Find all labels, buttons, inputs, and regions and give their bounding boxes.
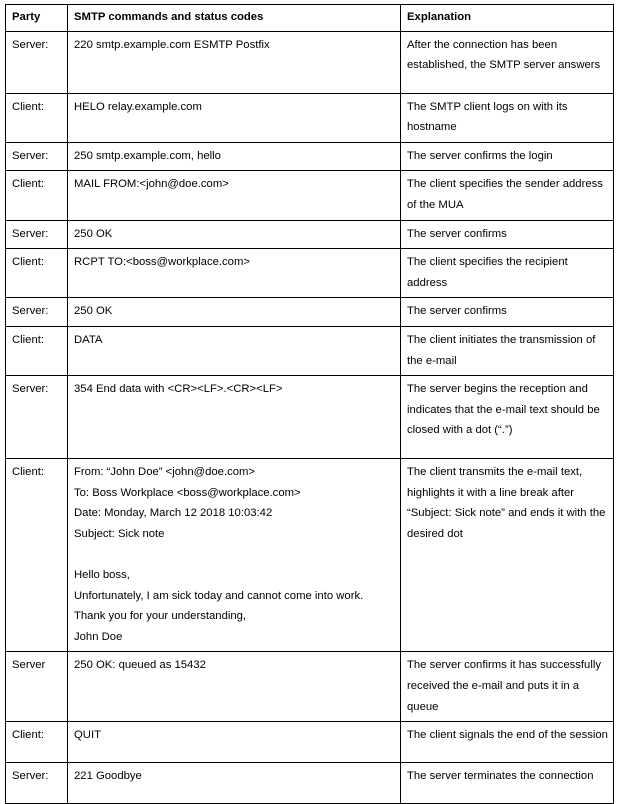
column-header-command: SMTP commands and status codes	[68, 5, 401, 32]
email-line: Date: Monday, March 12 2018 10:03:42	[74, 507, 273, 520]
cell-command	[68, 459, 401, 652]
cell-explanation: The server confirms it has successfully received the e-mail and puts it in a queue	[401, 652, 614, 722]
cell-explanation: The server confirms the login	[401, 142, 614, 171]
cell-command: 250 OK: queued as 15432	[68, 652, 401, 722]
cell-explanation: The client transmits the e-mail text, highlights it with a line break after “Subject: Sick note” and ends it with the desired dot	[401, 459, 614, 652]
cell-party: Server	[6, 652, 68, 722]
table-row	[6, 31, 614, 93]
email-line: John Doe	[74, 630, 123, 643]
table-row	[6, 171, 614, 220]
smtp-session-table	[5, 4, 614, 804]
table-row	[6, 298, 614, 327]
cell-command: 354 End data with <CR><LF>.<CR><LF>	[68, 376, 401, 459]
cell-command: DATA	[68, 326, 401, 375]
cell-party: Server:	[6, 31, 68, 93]
cell-command: 250 smtp.example.com, hello	[68, 142, 401, 171]
table-body	[6, 31, 614, 804]
email-blank-line	[74, 545, 396, 566]
cell-command: 220 smtp.example.com ESMTP Postfix	[68, 31, 401, 93]
email-line: Hello boss,	[74, 569, 130, 582]
cell-party: Server:	[6, 376, 68, 459]
column-header-explanation: Explanation	[401, 5, 614, 32]
cell-party: Client:	[6, 171, 68, 220]
table-row	[6, 220, 614, 249]
cell-explanation: The client specifies the sender address of the MUA	[401, 171, 614, 220]
cell-explanation: After the connection has been established, the SMTP server answers	[401, 31, 614, 93]
table-row	[6, 93, 614, 142]
cell-explanation: The client specifies the recipient address	[401, 249, 614, 298]
table-row	[6, 722, 614, 763]
cell-explanation: The SMTP client logs on with its hostname	[401, 93, 614, 142]
cell-explanation: The client signals the end of the session	[401, 722, 614, 763]
table-row	[6, 652, 614, 722]
cell-party: Client:	[6, 93, 68, 142]
column-header-party: Party	[6, 5, 68, 32]
email-line: Subject: Sick note	[74, 527, 165, 540]
cell-party: Client:	[6, 722, 68, 763]
cell-explanation: The server terminates the connection	[401, 763, 614, 804]
cell-command: RCPT TO:<boss@workplace.com>	[68, 249, 401, 298]
email-line: From: “John Doe” <john@doe.com>	[74, 466, 256, 479]
cell-explanation: The server confirms	[401, 220, 614, 249]
table-row	[6, 326, 614, 375]
cell-command: 221 Goodbye	[68, 763, 401, 804]
cell-party: Client:	[6, 459, 68, 652]
cell-party: Server:	[6, 298, 68, 327]
table-row	[6, 142, 614, 171]
cell-party: Client:	[6, 326, 68, 375]
table-row	[6, 763, 614, 804]
table-header	[6, 5, 614, 32]
cell-explanation: The client initiates the transmission of the e-mail	[401, 326, 614, 375]
cell-party: Client:	[6, 249, 68, 298]
cell-command: 250 OK	[68, 220, 401, 249]
cell-party: Server:	[6, 220, 68, 249]
cell-command: 250 OK	[68, 298, 401, 327]
table-row	[6, 376, 614, 459]
cell-party: Server:	[6, 763, 68, 804]
table-header-row	[6, 5, 614, 32]
email-body	[74, 462, 396, 647]
email-line: Unfortunately, I am sick today and cannot come into work. Thank you for your understanding,	[74, 589, 367, 623]
cell-explanation: The server begins the reception and indicates that the e-mail text should be closed with a dot (“.”)	[401, 376, 614, 459]
cell-explanation: The server confirms	[401, 298, 614, 327]
email-line: To: Boss Workplace <boss@workplace.com>	[74, 486, 301, 499]
cell-command: MAIL FROM:<john@doe.com>	[68, 171, 401, 220]
table-row	[6, 459, 614, 652]
cell-command: HELO relay.example.com	[68, 93, 401, 142]
cell-party: Server:	[6, 142, 68, 171]
table-row	[6, 249, 614, 298]
cell-command: QUIT	[68, 722, 401, 763]
